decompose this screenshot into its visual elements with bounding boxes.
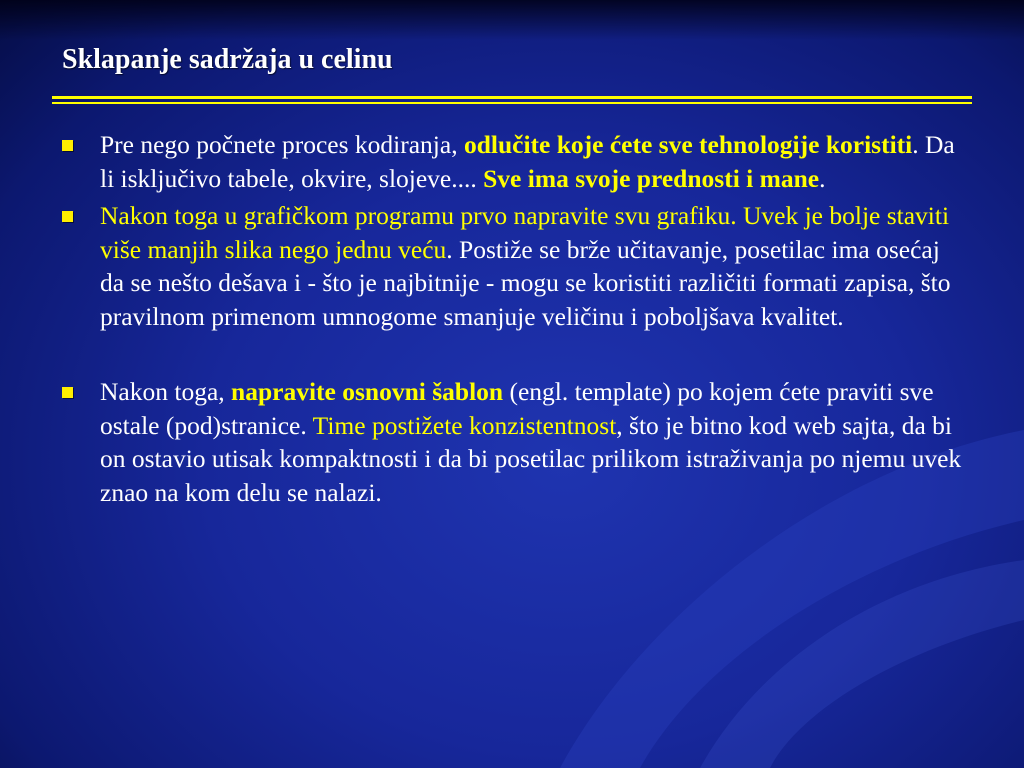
bullet-text: Pre nego počnete proces kodiranja, <box>100 130 464 159</box>
highlight-text: odlučite koje ćete sve tehnologije koristiti <box>463 130 913 159</box>
square-bullet-icon <box>62 140 73 151</box>
square-bullet-icon <box>62 387 73 398</box>
highlight-text: napravite osnovni šablon <box>231 377 504 406</box>
highlight-text: Nakon toga u grafičkom programu prvo napravite svu grafiku. Uvek je bolje staviti više manjih slika nego jednu veću <box>100 201 950 264</box>
bullet-text: . Postiže se brže učitavanje, posetilac ima osećaj da se nešto dešava i - što je najbitnije - mogu se koristiti različiti formati zapisa, što pravilnom primenom umnogome smanjuje veličinu i poboljšava kvalitet. <box>100 234 951 331</box>
title-rule-top <box>52 96 972 99</box>
bullet-text: , što je bitno kod web sajta, da bi on ostavio utisak kompaktnosti i da bi posetilac prilikom istraživanja po njemu uvek znao na kom delu se nalazi. <box>100 410 962 507</box>
bullet-text: . Da li isključivo tabele, okvire, slojeve.... <box>100 130 955 193</box>
highlight-text: Sve ima svoje prednosti i mane <box>483 163 820 193</box>
bullet-text: Nakon toga, <box>100 377 232 406</box>
highlight-text: Time postižete konzistentnost <box>312 410 617 440</box>
bullet-item <box>62 199 962 333</box>
square-bullet-icon <box>62 211 73 222</box>
title-rule-bottom <box>52 102 972 104</box>
bullet-list <box>62 128 962 509</box>
bullet-item <box>62 375 962 509</box>
bullet-text: . <box>819 163 826 193</box>
bullet-item <box>62 128 962 195</box>
bullet-text: (engl. template) po kojem ćete praviti sve ostale (pod)stranice. <box>100 377 934 440</box>
slide-title: Sklapanje sadržaja u celinu <box>62 44 393 75</box>
